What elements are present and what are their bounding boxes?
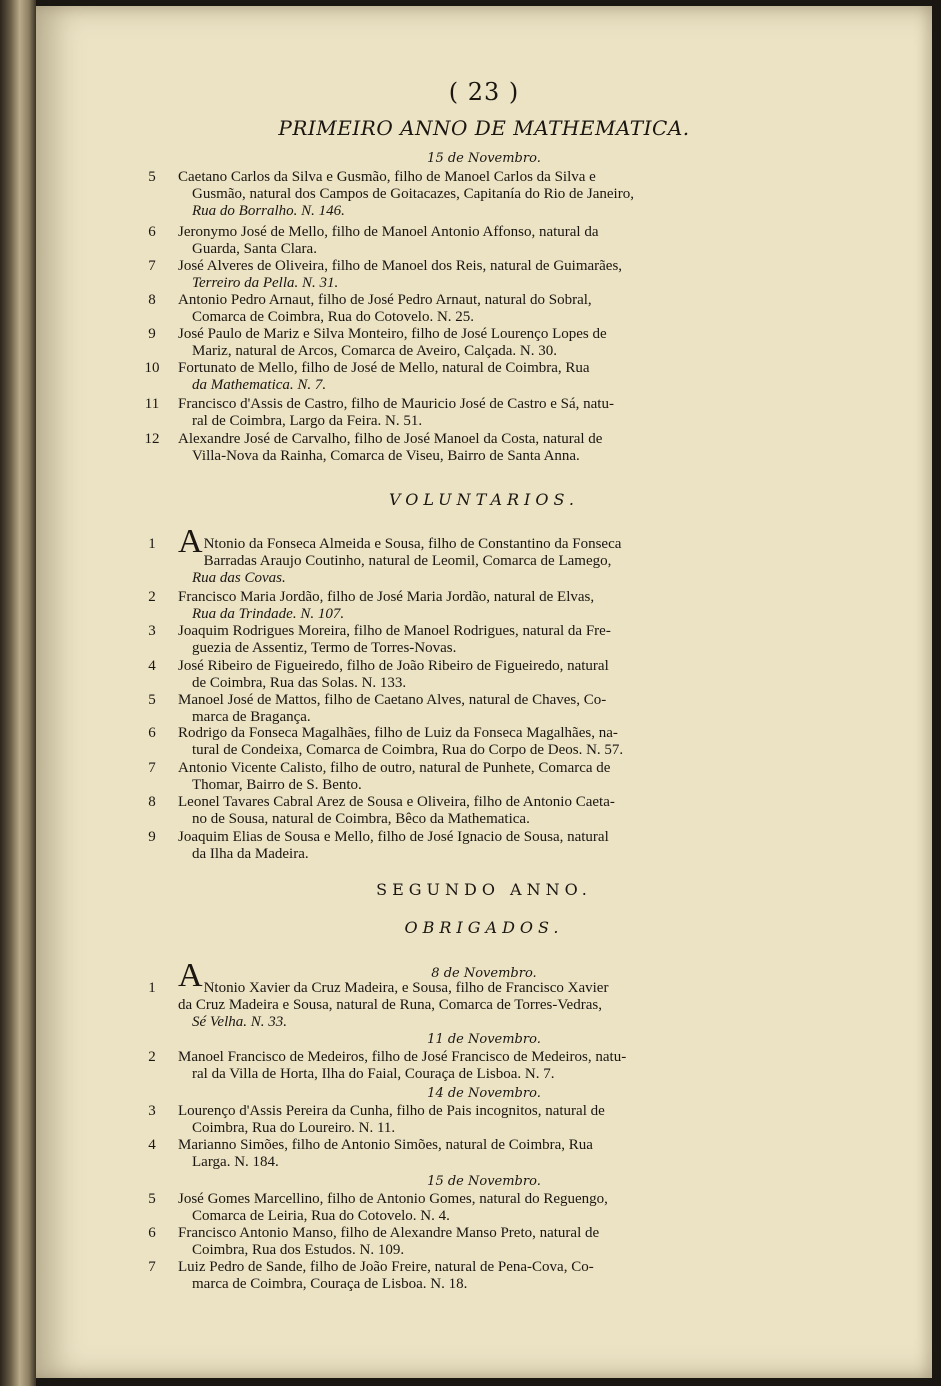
entry-text [178,292,738,326]
entry-text [178,326,738,360]
date-heading: 15 de Novembro. [427,1174,541,1189]
entry-number: 10 [144,360,160,376]
entry-number: 5 [148,692,156,708]
entry-line: Joaquim Rodrigues Moreira, filho de Manoel Rodrigues, natural da Fre- [178,623,611,639]
entry-text [178,1137,738,1171]
entry-number: 3 [148,1103,156,1119]
entry-line: tural de Condeixa, Comarca de Coimbra, Rua do Corpo de Deos. N. 57. [192,742,624,758]
entry-number: 2 [148,589,156,605]
entry-text [178,658,738,692]
entry-number: 1 [148,980,156,996]
entry-number: 5 [148,1191,156,1207]
entry-line: Francisco Maria Jordão, filho de José Maria Jordão, natural de Elvas, [178,589,595,605]
entry-number: 6 [148,725,156,741]
entry-line: Comarca de Coimbra, Rua do Cotovelo. N. 25. [192,309,475,325]
entry-line: Francisco d'Assis de Castro, filho de Mauricio José de Castro e Sá, natu- [178,396,614,412]
entry-number: 8 [148,794,156,810]
entry-line: Barradas Araujo Coutinho, natural de Leomil, Comarca de Lamego, [203,553,612,569]
entry-line: Rua do Borralho. N. 146. [192,203,345,219]
entry-line: Mariz, natural de Arcos, Comarca de Aveiro, Calçada. N. 30. [192,343,558,359]
entry-text [178,957,738,1031]
entry-line: Larga. N. 184. [192,1154,279,1170]
entry-number: 7 [148,760,156,776]
entry-line: Thomar, Bairro de S. Bento. [192,777,362,793]
date-heading: 11 de Novembro. [427,1032,541,1047]
entry-line: ral da Villa de Horta, Ilha do Faial, Couraça de Lisboa. N. 7. [192,1066,555,1082]
entry-number: 6 [148,224,156,240]
entry-line: Manoel José de Mattos, filho de Caetano Alves, natural de Chaves, Co- [178,692,607,708]
entry-line: da Cruz Madeira e Sousa, natural de Runa, Comarca de Torres-Vedras, [178,997,602,1013]
entry-line: Ntonio da Fonseca Almeida e Sousa, filho de Constantino da Fonseca [203,536,622,552]
entry-text [178,258,738,292]
section-heading-voluntarios: VOLUNTARIOS. [389,490,579,509]
entry-text [178,692,738,726]
entry-line: Gusmão, natural dos Campos de Goitacazes, Capitanía do Rio de Janeiro, [192,186,634,202]
entry-number: 5 [148,169,156,185]
entry-number: 9 [148,829,156,845]
entry-line: da Mathematica. N. 7. [192,377,327,393]
entry-line: Sé Velha. N. 33. [192,1014,287,1030]
page-number: ( 23 ) [448,78,520,106]
drop-capital: A [178,957,203,994]
entry-text [178,431,738,465]
entry-line: José Ribeiro de Figueiredo, filho de João Ribeiro de Figueiredo, natural [178,658,609,674]
entry-number: 4 [148,658,156,674]
entry-line: Manoel Francisco de Medeiros, filho de José Francisco de Medeiros, natu- [178,1049,627,1065]
entry-text [178,1259,738,1293]
entry-line: Rua das Covas. [192,570,286,586]
entry-line: Villa-Nova da Rainha, Comarca de Viseu, Bairro de Santa Anna. [192,448,580,464]
entry-text [178,169,738,220]
entry-line: guezia de Assentiz, Termo de Torres-Novas. [192,640,457,656]
entry-line: Guarda, Santa Clara. [192,241,317,257]
entry-line: Francisco Antonio Manso, filho de Alexandre Manso Preto, natural de [178,1225,600,1241]
drop-capital: A [178,523,203,560]
entry-number: 7 [148,258,156,274]
entry-line: Antonio Pedro Arnaut, filho de José Pedro Arnaut, natural do Sobral, [178,292,592,308]
entry-number: 3 [148,623,156,639]
book-binding [0,0,36,1386]
entry-text [178,623,738,657]
entry-number: 1 [148,536,156,552]
section-heading-segundo-anno: SEGUNDO ANNO. [376,880,592,899]
entry-text [178,1191,738,1225]
entry-number: 7 [148,1259,156,1275]
entry-text [178,760,738,794]
entry-line: Caetano Carlos da Silva e Gusmão, filho de Manoel Carlos da Silva e [178,169,596,185]
entry-number: 2 [148,1049,156,1065]
entry-line: Jeronymo José de Mello, filho de Manoel Antonio Affonso, natural da [178,224,599,240]
entry-text [178,1103,738,1137]
entry-line: de Coimbra, Rua das Solas. N. 133. [192,675,407,691]
entry-line: Terreiro da Pella. N. 31. [192,275,339,291]
book-page [36,6,932,1378]
entry-text [178,1049,738,1083]
entry-line: Antonio Vicente Calisto, filho de outro, natural de Punhete, Comarca de [178,760,611,776]
date-heading: 15 de Novembro. [427,151,541,166]
entry-number: 6 [148,1225,156,1241]
entry-text [178,523,738,587]
entry-text [178,589,738,623]
entry-line: Coimbra, Rua do Loureiro. N. 11. [192,1120,396,1136]
entry-line: Luiz Pedro de Sande, filho de João Freire, natural de Pena-Cova, Co- [178,1259,594,1275]
entry-text [178,725,738,759]
entry-line: Alexandre José de Carvalho, filho de José Manoel da Costa, natural de [178,431,603,447]
date-heading: 14 de Novembro. [427,1086,541,1101]
entry-text [178,396,738,430]
entry-text [178,224,738,258]
entry-number: 11 [144,396,160,412]
entry-text [178,1225,738,1259]
entry-line: Joaquim Elias de Sousa e Mello, filho de José Ignacio de Sousa, natural [178,829,609,845]
section-heading-primeiro-anno: PRIMEIRO ANNO DE MATHEMATICA. [278,116,690,140]
entry-line: Coimbra, Rua dos Estudos. N. 109. [192,1242,405,1258]
entry-text [178,360,738,394]
entry-line: no de Sousa, natural de Coimbra, Bêco da Mathematica. [192,811,530,827]
entry-line: Lourenço d'Assis Pereira da Cunha, filho de Pais incognitos, natural de [178,1103,605,1119]
entry-number: 9 [148,326,156,342]
entry-line: José Gomes Marcellino, filho de Antonio Gomes, natural do Reguengo, [178,1191,608,1207]
entry-line: José Alveres de Oliveira, filho de Manoel dos Reis, natural de Guimarães, [178,258,623,274]
entry-line: Ntonio Xavier da Cruz Madeira, e Sousa, filho de Francisco Xavier [203,980,609,996]
date-heading: 8 de Novembro. [431,966,537,981]
entry-line: Comarca de Leiria, Rua do Cotovelo. N. 4. [192,1208,450,1224]
entry-number: 12 [144,431,160,447]
entry-line: José Paulo de Mariz e Silva Monteiro, filho de José Lourenço Lopes de [178,326,607,342]
entry-line: Rua da Trindade. N. 107. [192,606,345,622]
entry-line: marca de Coimbra, Couraça de Lisboa. N. 18. [192,1276,468,1292]
entry-number: 4 [148,1137,156,1153]
entry-text [178,794,738,828]
entry-line: da Ilha da Madeira. [192,846,309,862]
entry-line: Fortunato de Mello, filho de José de Mello, natural de Coimbra, Rua [178,360,590,376]
section-heading-obrigados: OBRIGADOS. [404,918,564,937]
entry-line: Marianno Simões, filho de Antonio Simões, natural de Coimbra, Rua [178,1137,593,1153]
entry-line: ral de Coimbra, Largo da Feira. N. 51. [192,413,423,429]
entry-line: Leonel Tavares Cabral Arez de Sousa e Oliveira, filho de Antonio Caeta- [178,794,615,810]
entry-text [178,829,738,863]
entry-line: marca de Bragança. [192,709,311,725]
entry-line: Rodrigo da Fonseca Magalhães, filho de Luiz da Fonseca Magalhães, na- [178,725,618,741]
entry-number: 8 [148,292,156,308]
